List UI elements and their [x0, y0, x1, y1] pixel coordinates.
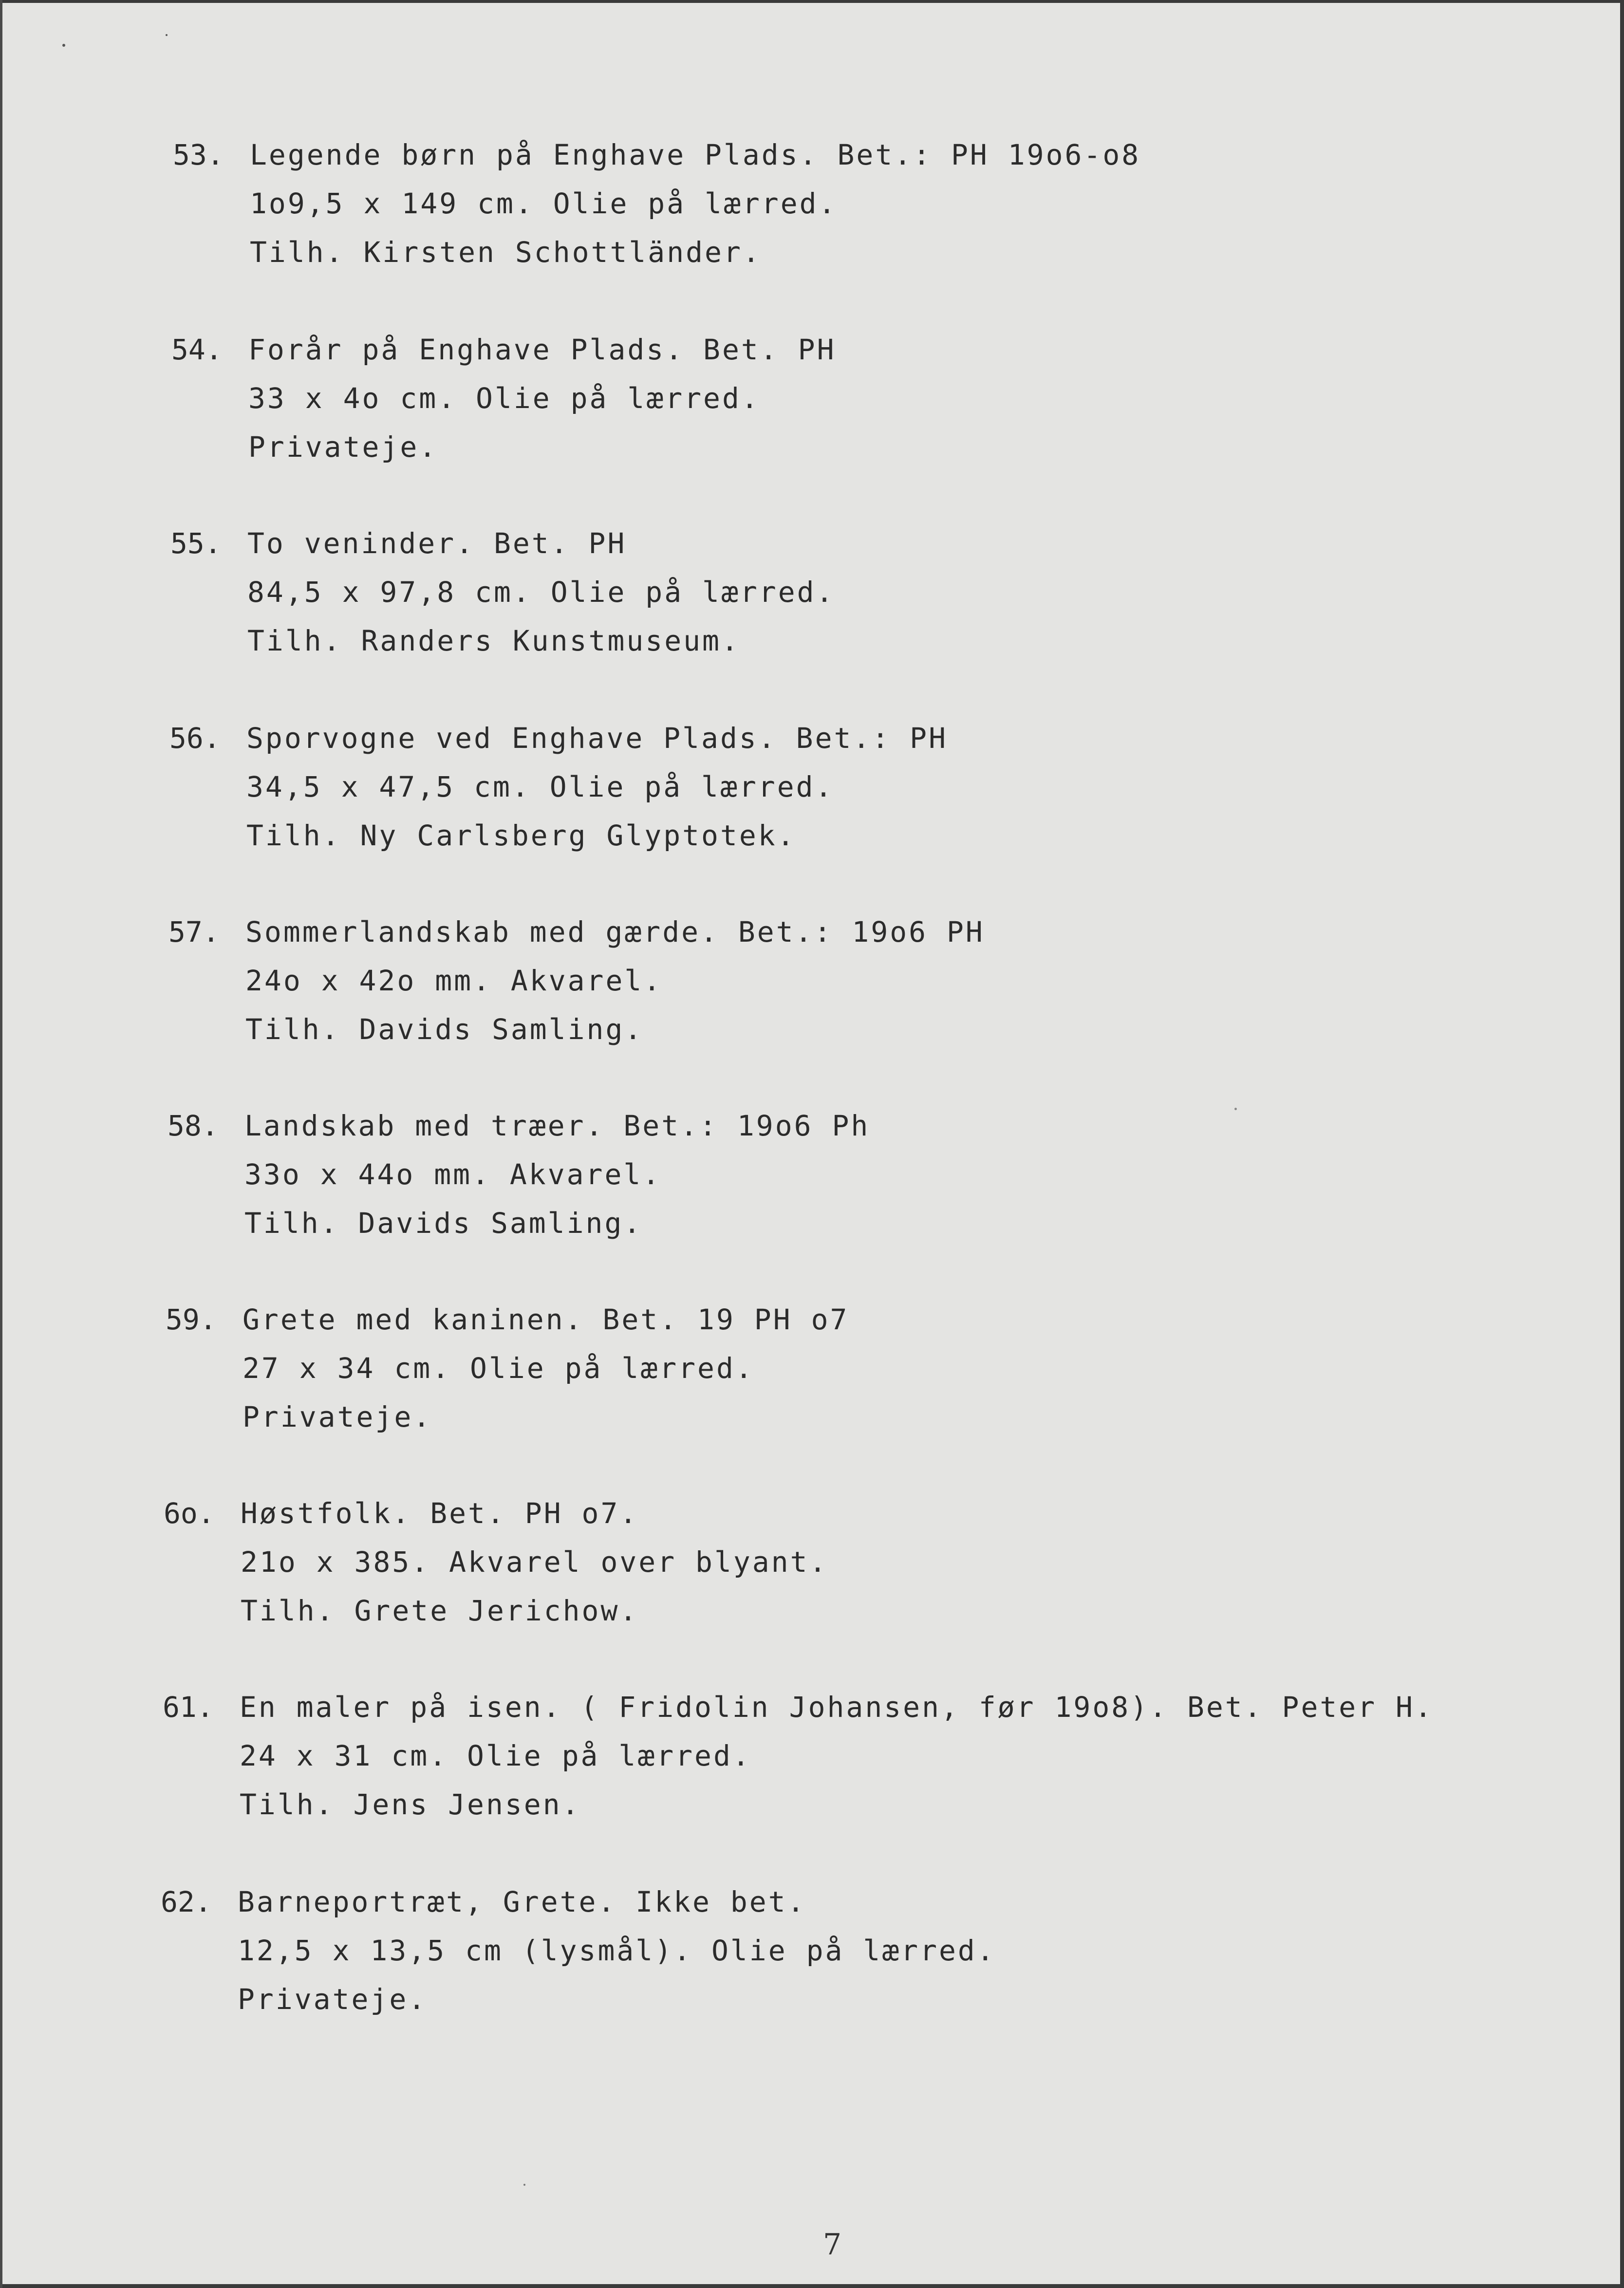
entry-title: En maler på isen. ( Fridolin Johansen, før 19o8). Bet. Peter H. — [240, 1691, 1434, 1724]
entry-owner: Tilh. Ny Carlsberg Glyptotek. — [246, 819, 796, 852]
scan-border-bottom — [0, 2284, 1624, 2288]
scan-border-left — [0, 0, 2, 2288]
entry-dimensions: 12,5 x 13,5 cm (lysmål). Olie på lærred. — [238, 1934, 996, 1967]
entry-number: 62. — [161, 1885, 212, 1918]
entry-number: 6o. — [164, 1497, 215, 1530]
entry-owner: Tilh. Randers Kunstmuseum. — [247, 624, 740, 657]
entry-number: 55. — [170, 527, 222, 560]
entry-title: Barneportræt, Grete. Ikke bet. — [238, 1885, 806, 1918]
page-number: 7 — [823, 2228, 842, 2262]
dust-speck — [62, 44, 65, 47]
dust-speck — [166, 34, 168, 36]
entry-title: Grete med kaninen. Bet. 19 PH o7 — [243, 1303, 849, 1336]
entry-title: Legende børn på Enghave Plads. Bet.: PH 19o6-o8 — [250, 138, 1141, 171]
dust-speck — [1234, 1108, 1237, 1110]
entry-dimensions: 24 x 31 cm. Olie på lærred. — [240, 1739, 751, 1772]
entry-owner: Tilh. Jens Jensen. — [240, 1788, 581, 1821]
entry-number: 53. — [173, 138, 224, 171]
entry-title: Sommerlandskab med gærde. Bet.: 19o6 PH — [245, 915, 985, 949]
entry-owner: Tilh. Grete Jerichow. — [241, 1594, 639, 1627]
entry-dimensions: 1o9,5 x 149 cm. Olie på lærred. — [250, 187, 838, 220]
entry-owner: Tilh. Davids Samling. — [245, 1013, 644, 1046]
entry-owner: Privateje. — [243, 1400, 432, 1433]
dust-speck — [523, 2184, 525, 2186]
entry-number: 57. — [168, 915, 220, 949]
entry-title: Sporvogne ved Enghave Plads. Bet.: PH — [246, 722, 948, 755]
entry-dimensions: 33o x 44o mm. Akvarel. — [244, 1158, 662, 1191]
entry-title: Landskab med træer. Bet.: 19o6 Ph — [244, 1109, 870, 1142]
entry-dimensions: 34,5 x 47,5 cm. Olie på lærred. — [246, 770, 834, 803]
entry-dimensions: 33 x 4o cm. Olie på lærred. — [248, 382, 760, 415]
scan-border-right — [1620, 0, 1624, 2288]
entry-dimensions: 24o x 42o mm. Akvarel. — [245, 964, 663, 997]
entry-owner: Tilh. Davids Samling. — [244, 1207, 643, 1240]
entry-number: 54. — [171, 333, 223, 366]
entry-dimensions: 21o x 385. Akvarel over blyant. — [241, 1545, 828, 1579]
scan-border-top — [0, 0, 1624, 3]
entry-dimensions: 84,5 x 97,8 cm. Olie på lærred. — [247, 576, 835, 609]
entry-owner: Tilh. Kirsten Schottländer. — [250, 236, 762, 269]
entry-title: Høstfolk. Bet. PH o7. — [241, 1497, 639, 1530]
entry-owner: Privateje. — [248, 430, 438, 464]
entry-dimensions: 27 x 34 cm. Olie på lærred. — [243, 1352, 754, 1385]
entry-title: To veninder. Bet. PH — [247, 527, 627, 560]
entry-number: 59. — [166, 1303, 217, 1336]
entry-title: Forår på Enghave Plads. Bet. PH — [248, 333, 836, 366]
entry-number: 61. — [163, 1691, 214, 1724]
entry-owner: Privateje. — [238, 1983, 428, 2016]
entry-number: 58. — [168, 1109, 219, 1142]
entry-number: 56. — [169, 722, 221, 755]
